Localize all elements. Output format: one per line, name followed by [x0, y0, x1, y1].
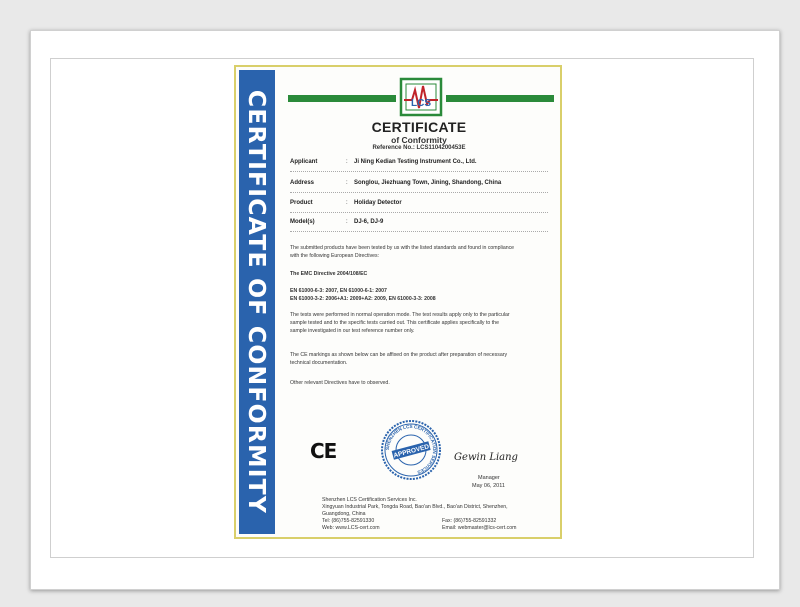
certificate-document — [234, 65, 562, 539]
approved-seal — [380, 419, 442, 481]
tests-line-2: sample tested and to the specific tests carried out. This certificate applies specifically to the — [290, 320, 499, 326]
header-bar-left — [288, 95, 396, 102]
footer-web: Web: www.LCS-cert.com — [322, 525, 380, 531]
intro-line-1: The submitted products have been tested by us with the listed standards and found in compliance — [290, 245, 515, 251]
manager-signature — [454, 445, 518, 467]
field-value: DJ-6, DJ-9 — [354, 219, 384, 225]
field-label: Product — [290, 200, 313, 206]
field-colon: : — [346, 180, 348, 186]
field-divider — [290, 212, 548, 213]
other-directives-note: Other relevant Directives have to observed. — [290, 380, 390, 386]
seal-ring-text: SHENZHEN LCS CERTIFICATION SERVICES — [384, 423, 438, 475]
field-label: Model(s) — [290, 219, 315, 225]
directive-text: The EMC Directive 2004/108/EC — [290, 271, 368, 277]
footer-address-2: Guangdong, China — [322, 511, 366, 517]
footer-email: Email: webmaster@lcs-cert.com — [442, 525, 517, 531]
certificate-body — [284, 67, 554, 537]
field-models — [290, 219, 548, 229]
footer-company: Shenzhen LCS Certification Services Inc. — [322, 497, 417, 503]
field-address — [290, 180, 548, 190]
field-label: Address — [290, 180, 315, 186]
field-colon: : — [346, 200, 348, 206]
intro-line-2: with the following European Directives: — [290, 253, 380, 259]
field-value: Holiday Detector — [354, 200, 402, 206]
field-value: Ji Ning Kedian Testing Instrument Co., Ltd. — [354, 159, 477, 165]
field-divider — [290, 231, 548, 232]
field-divider — [290, 192, 548, 193]
tests-line-3: sample investigated in our test reference number only. — [290, 328, 415, 334]
field-product — [290, 200, 548, 210]
ce-note-line-2: technical documentation. — [290, 360, 348, 366]
ce-mark: CE — [310, 439, 337, 463]
reference-number: Reference No.: LCS1104200453E — [372, 145, 466, 151]
footer-fax: Fax: (86)755-82591332 — [442, 518, 497, 524]
certificate-subtitle: of Conformity — [391, 135, 447, 145]
footer-tel: Tel: (86)755-82591330 — [322, 518, 375, 524]
field-divider — [290, 171, 548, 172]
side-banner-text: CERTIFICATE OF CONFORMITY — [243, 89, 271, 515]
standards-line-1: EN 61000-6-3: 2007, EN 61000-6-1: 2007 — [290, 288, 387, 294]
standards-line-2: EN 61000-3-2: 2006+A1: 2009+A2: 2009, EN 61000-3-3: 2008 — [290, 296, 436, 302]
footer-address-1: Xingyuan Industrial Park, Tongda Road, Bao'an Blvd., Bao'an District, Shenzhen, — [322, 504, 508, 510]
issue-date: May 06, 2011 — [472, 483, 505, 489]
signature-text: Gewin Liang — [454, 452, 518, 463]
logo-text: LCS — [411, 98, 431, 109]
footer-contact-row-1 — [322, 518, 542, 525]
seal-text: APPROVED — [392, 443, 430, 460]
tests-line-1: The tests were performed in normal operation mode. The test results apply only to the particular — [290, 312, 510, 318]
side-banner — [239, 70, 275, 534]
field-applicant — [290, 159, 548, 169]
header-bar-right — [446, 95, 554, 102]
field-label: Applicant — [290, 159, 318, 165]
signer-title: Manager — [478, 475, 500, 481]
field-colon: : — [346, 159, 348, 165]
ce-note-line-1: The CE markings as shown below can be affixed on the product after preparation of necessary — [290, 352, 508, 358]
field-value: Songlou, Jiezhuang Town, Jining, Shandong, China — [354, 180, 502, 186]
issuer-footer — [322, 497, 542, 532]
lcs-logo — [398, 76, 444, 118]
footer-contact-row-2 — [322, 525, 542, 532]
field-colon: : — [346, 219, 348, 225]
certificate-title: CERTIFICATE — [371, 119, 467, 135]
